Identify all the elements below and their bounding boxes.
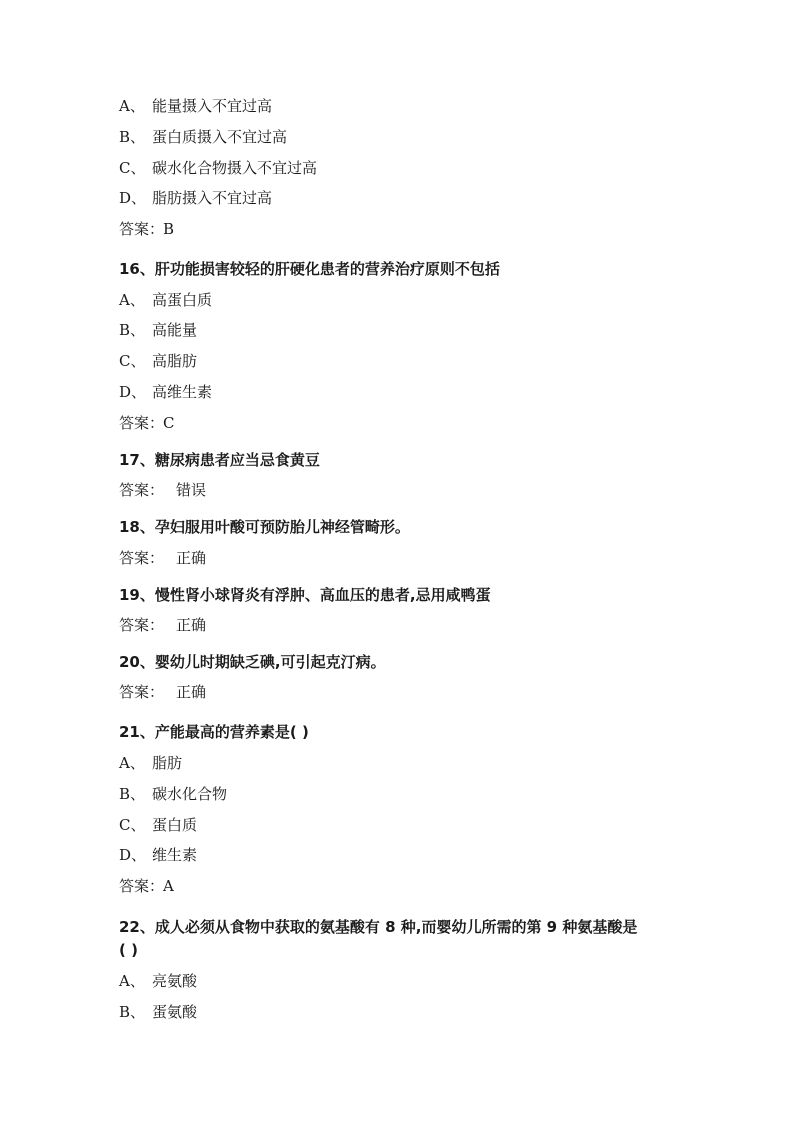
answer-line [119,219,174,239]
option-c [119,351,197,371]
answer-value: B [163,220,175,238]
option-text: 高维生素 [152,383,213,401]
option-a [119,971,197,991]
answer-value: C [163,414,175,432]
option-text: 亮氨酸 [152,972,198,990]
option-letter: C、 [119,352,146,370]
question-18: 18、孕妇服用叶酸可预防胎儿神经管畸形。 [119,518,410,536]
answer-line [119,480,206,500]
option-c [119,158,317,178]
option-a [119,753,182,773]
answer-label: 答案： [119,549,165,567]
question-22-line-1: 22、成人必须从食物中获取的氨基酸有 8 种,而婴幼儿所需的第 9 种氨基酸是 [119,918,638,936]
option-text: 脂肪摄入不宜过高 [152,189,273,207]
option-text: 脂肪 [152,754,183,772]
option-text: 蛋白质 [152,816,198,834]
option-letter: D、 [119,189,147,207]
answer-value: A [163,877,174,895]
answer-value: 正确 [176,616,207,634]
answer-line [119,682,206,702]
option-d [119,845,197,865]
answer-label: 答案： [119,414,165,432]
option-a [119,96,272,116]
option-text: 蛋氨酸 [152,1003,198,1021]
answer-label: 答案： [119,683,165,701]
question-19: 19、慢性肾小球肾炎有浮肿、高血压的患者,忌用咸鸭蛋 [119,586,491,604]
answer-label: 答案： [119,220,165,238]
option-letter: B、 [119,1003,146,1021]
answer-line [119,548,206,568]
option-b [119,127,287,147]
option-text: 能量摄入不宜过高 [152,97,273,115]
option-letter: A、 [119,97,145,115]
option-b [119,784,227,804]
answer-value: 正确 [176,549,207,567]
option-text: 维生素 [152,846,198,864]
question-20: 20、婴幼儿时期缺乏碘,可引起克汀病。 [119,653,386,671]
option-letter: B、 [119,128,146,146]
option-d [119,382,212,402]
option-b [119,320,197,340]
option-a [119,290,212,310]
question-16: 16、肝功能损害较轻的肝硬化患者的营养治疗原则不包括 [119,260,500,278]
answer-value: 错误 [176,481,207,499]
option-letter: B、 [119,321,146,339]
answer-line [119,615,206,635]
question-17: 17、糖尿病患者应当忌食黄豆 [119,451,320,469]
option-d [119,188,272,208]
answer-value: 正确 [176,683,207,701]
option-text: 蛋白质摄入不宜过高 [152,128,288,146]
option-text: 碳水化合物 [152,785,228,803]
answer-label: 答案： [119,616,165,634]
option-b [119,1002,197,1022]
option-text: 高蛋白质 [152,291,213,309]
answer-label: 答案： [119,481,165,499]
option-letter: A、 [119,972,145,990]
answer-line [119,413,174,433]
option-letter: A、 [119,291,145,309]
option-text: 高能量 [152,321,198,339]
option-c [119,815,197,835]
option-letter: D、 [119,383,147,401]
option-letter: C、 [119,816,146,834]
answer-line [119,876,174,896]
answer-label: 答案： [119,877,165,895]
option-letter: A、 [119,754,145,772]
option-letter: D、 [119,846,147,864]
option-letter: B、 [119,785,146,803]
option-text: 碳水化合物摄入不宜过高 [152,159,318,177]
question-22-line-2: ( ) [119,941,138,959]
option-letter: C、 [119,159,146,177]
question-21: 21、产能最高的营养素是( ) [119,723,309,741]
option-text: 高脂肪 [152,352,198,370]
